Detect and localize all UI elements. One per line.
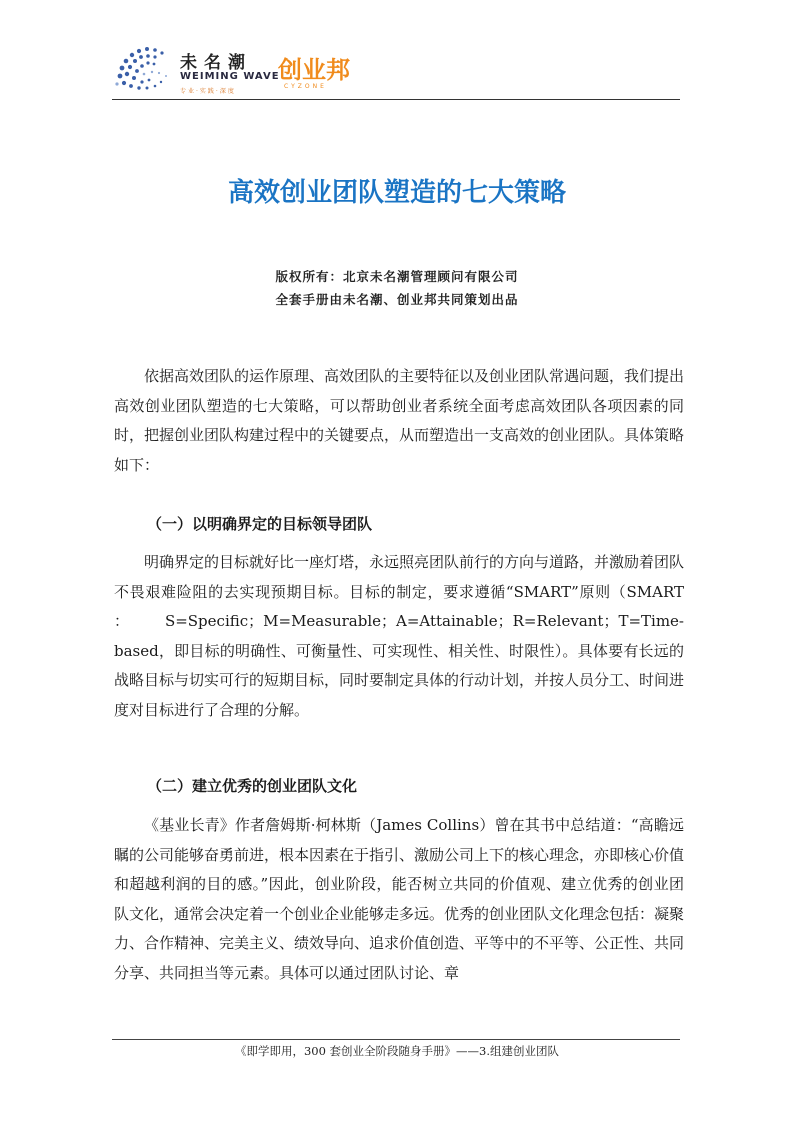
section-1-paragraph: 明确界定的目标就好比一座灯塔，永远照亮团队前行的方向与道路，并激励着团队不畏艰难险阻的去实现预期目标。目标的制定，要求遵循“SMART”原则（SMART ：S=Specific；M=Measurable；A=Attainable；R=Relevant；T=Time-based，即目标的明确性、可衡量性、可实现性、相关性、时限性）。具体要有长远的战略目标与切实可行的短期目标，同时要制定具体的行动计划，并按人员分工、时间进度对目标进行了合理的分解。 — [114, 553, 685, 719]
brand-slogan: 专业·实践·深度 — [180, 88, 236, 95]
partner-logo-sub: CYZONE — [284, 83, 327, 90]
brand-name-en: WEIMING WAVE — [180, 71, 280, 82]
intro-paragraph: 依据高效团队的运作原理、高效团队的主要特征以及创业团队常遇问题，我们提出高效创业团队塑造的七大策略，可以帮助创业者系统全面考虑高效团队各项因素的同时，把握创业团队构建过程中的关键要点，从而塑造出一支高效的创业团队。具体策略如下： — [114, 367, 685, 474]
section-2-paragraph: 《基业长青》作者詹姆斯·柯林斯（James Collins）曾在其书中总结道：“高瞻远瞩的公司能够奋勇前进，根本因素在于指引、激励公司上下的核心理念，亦即核心价值和超越利润的目的感。”因此，创业阶段，能否树立共同的价值观、建立优秀的创业团队文化，通常会决定着一个创业企业能够走多远。优秀的创业团队文化理念包括：凝聚力、合作精神、完美主义、绩效导向、追求价值创造、平等中的不平等、公正性、共同分享、共同担当等元素。具体可以通过团队讨论、章 — [114, 816, 685, 982]
header-divider — [112, 99, 680, 100]
copyright-line: 版权所有：北京未名潮管理顾问有限公司 — [275, 269, 519, 284]
page-footer: 《即学即用，300 套创业全阶段随身手册》——3.组建创业团队 — [234, 1044, 560, 1058]
section-2-heading: （二）建立优秀的创业团队文化 — [147, 777, 358, 795]
brand-name-cn: 未名潮 — [180, 53, 252, 73]
page-header — [112, 40, 680, 100]
weiming-wave-logo-icon — [112, 46, 174, 96]
document-title: 高效创业团队塑造的七大策略 — [227, 178, 566, 208]
partner-logo: 创业邦 — [278, 56, 350, 84]
footer-divider — [112, 1039, 680, 1040]
section-1-heading: （一）以明确界定的目标领导团队 — [147, 515, 373, 533]
credit-line: 全套手册由未名潮、创业邦共同策划出品 — [275, 292, 519, 307]
